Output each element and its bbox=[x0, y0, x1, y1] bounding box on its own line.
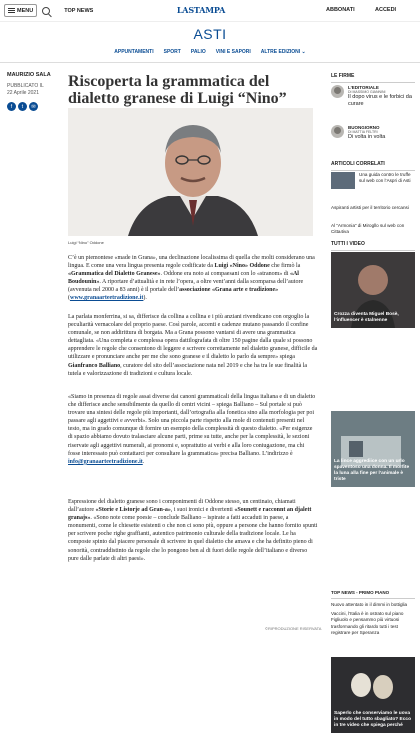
text-run: ( bbox=[68, 295, 70, 302]
topnews-heading: TOP NEWS - PRIMO PIANO bbox=[331, 590, 390, 595]
video-card[interactable] bbox=[331, 657, 415, 733]
paragraph-4 bbox=[68, 498, 318, 563]
divider bbox=[331, 170, 415, 171]
section-nav bbox=[0, 49, 420, 62]
text-run: Espressione del dialetto granese sono i componimenti di Oddone stesso, un centinaio, chiamati dall’autore bbox=[68, 499, 296, 514]
video-section bbox=[331, 241, 415, 251]
video-card[interactable] bbox=[331, 252, 415, 328]
text-run: , curatore del sito dell’associazione nata nel 2019 e che ha tra le sue finalità la tutela e valorizzazione di tradizioni e cultura locale. bbox=[68, 362, 308, 377]
email-icon[interactable]: ✉ bbox=[29, 102, 38, 111]
related-title[interactable]: Una guida contro le truffe sul web con l’Aspri di Asti bbox=[359, 172, 411, 184]
published-date: 22 Aprile 2021 bbox=[7, 90, 39, 96]
bold-text: «Storie e Listorje ad Gran-a» bbox=[95, 507, 171, 514]
inline-link[interactable]: www.granaarteetradizione.it bbox=[70, 295, 144, 302]
text-run: . bbox=[142, 458, 145, 465]
related-title[interactable]: Aspiranti artisti per il territorio cercansi bbox=[331, 205, 409, 210]
divider bbox=[331, 250, 415, 251]
article-photo[interactable] bbox=[68, 108, 313, 236]
accedi-link[interactable]: ACCEDI bbox=[375, 7, 397, 13]
correlati-heading: ARTICOLI CORRELATI bbox=[331, 161, 385, 167]
related-title[interactable]: Al “Armonia” di Mirogllo sul web con Citta4iva bbox=[331, 223, 405, 235]
paragraph-2 bbox=[68, 313, 318, 378]
nav-palio[interactable]: PALIO bbox=[190, 49, 206, 55]
logo-prefix: LA bbox=[176, 5, 189, 15]
share-buttons bbox=[7, 102, 62, 111]
text-run: C’è un piemontese «made in Grana», una declinazione localissima di quella che molti considerano una lingua. E come una vera lingua presenta regole codificate da bbox=[68, 255, 315, 270]
opinion-tag: BUONGIORNO bbox=[348, 125, 380, 130]
divider bbox=[331, 82, 415, 83]
menu-label: MENU bbox=[17, 7, 34, 14]
video-title: Saperlo che conserviamo le uova in modo del tutto sbagliato? Ecco in tre video che spiega perché bbox=[334, 711, 412, 728]
bold-text: Luigi «Nino» Oddone bbox=[214, 263, 270, 270]
section-title[interactable]: ASTI bbox=[193, 26, 227, 42]
le-firme-label bbox=[331, 73, 415, 83]
video-heading[interactable]: TUTTI I VIDEO bbox=[331, 241, 365, 247]
avatar bbox=[331, 125, 344, 138]
video-title: Crozza diventa Miguel Bosè, l’influencer è stalnenne bbox=[334, 312, 399, 323]
bold-text: «Al Boudounin» bbox=[68, 271, 299, 286]
topnews-link[interactable]: TOP NEWS bbox=[64, 7, 94, 14]
text-run: . «Sono note come poesie – conclude Balliano – ispirate a fatti accaduti in paese, a monumenti, come le chiesette esistenti o che non ci sono più, oppure a persone che hanno fornito spunti per scrivere poche righe graffianti, autentico patrimonio culturale della tradizione locale. Le ha composte spinto dal piacere personale di scrivere in quel dialetto che amava e che ha definito pieno di sonorità, contraddistinto da regole che lo pongono ben al di fuori delle regole dell’italiano e diverso pure dalle parlate di altri paesi». bbox=[68, 515, 318, 562]
text-run: . Oddone era noto ai compaesani con lo «stranom» di bbox=[160, 271, 290, 278]
facebook-icon[interactable]: f bbox=[7, 102, 16, 111]
related-item[interactable] bbox=[331, 172, 415, 189]
related-thumbnail bbox=[331, 172, 355, 189]
opinion-author: DI MATTIA FELTRI bbox=[348, 130, 378, 134]
menu-button[interactable] bbox=[4, 4, 37, 17]
text-run: «Siamo in presenza di regole assai diverse dai canoni grammaticali della lingua italiana e di un dialetto che differisce anche sensibilmente da quello di centri vicini – spiega Balliano – Sul portale si può trovare una sintesi delle regole più importanti, dall’ortografia alla fonetica sino alla morfologia per poi passare agli aggettivi e avverbi». Solo una piccola parte rispetto alla mole di contenuti presenti nel testo, ma in grado comunque di fornire un esempio della complessità di questo dialetto. «Per esigenze di spazio abbiamo dovuto tralasciare alcune parti, prime su tutte, anche per la complessità, le sezioni riservate agli aggettivi numerali, ai pronomi e, soprattutto ai verbi e alla loro coniugazione, ma chi fosse interessato può contattarci per consultare la grammatica» precisa Balliano. L’indirizzo è bbox=[68, 394, 316, 457]
logo[interactable] bbox=[170, 5, 232, 17]
nav-appuntamenti[interactable]: APPUNTAMENTI bbox=[114, 49, 154, 55]
hamburger-icon bbox=[8, 8, 15, 13]
related-item[interactable] bbox=[331, 205, 415, 211]
abbonati-link[interactable]: ABBONATI bbox=[326, 7, 355, 13]
opinion-title[interactable]: Il dopo virus e le forbici da curare bbox=[348, 94, 412, 107]
bold-text: Gianfranco Balliano bbox=[68, 362, 121, 369]
divider bbox=[0, 62, 420, 63]
divider bbox=[331, 598, 415, 599]
bold-text: associazione «Grana arte e tradizione» bbox=[179, 287, 279, 294]
text-run: La parlata monferrina, si sa, differisce da collina a collina e i più anziani rivendicano con orgoglio la peculiarità vernacolare del proprio paese. Così parole, accenti e cadenze mutano passando il confine comunale, se non addirittura di borgata. Ma a Grana possono vantarsi di avere una grammatica dettagliata. «Una completa e complessa opera dattilografata di oltre 150 pagine dalla quale si possono apprendere le regole che consentono di leggere e scrivere correttamente nel dialetto granese, difficile da utilizzare e pronunciare anche per me che sono granese e il dialetto lo parlo da sempre» spiega bbox=[68, 314, 318, 361]
headline: Riscoperta la grammatica del dialetto granese di Luigi “Nino” bbox=[68, 73, 287, 107]
le-firme-heading: LE FIRME bbox=[331, 73, 355, 79]
nav-sport[interactable]: SPORT bbox=[163, 49, 181, 55]
opinion-tag: L’EDITORIALE bbox=[348, 85, 379, 90]
bold-text: «Grammatica del Dialetto Granese» bbox=[68, 271, 161, 278]
inline-link[interactable]: info@granaarteetradizione.it bbox=[68, 458, 143, 465]
topnews-item[interactable]: Nuovo attentato in il dimmi in bottiglia bbox=[331, 602, 408, 607]
text-run: ). bbox=[143, 295, 147, 302]
opinion-author: DI MASSIMO GIANNINI bbox=[348, 90, 386, 94]
related-item[interactable] bbox=[331, 223, 415, 235]
paragraph-3 bbox=[68, 393, 318, 466]
topnews-section bbox=[331, 590, 415, 636]
video-card[interactable] bbox=[331, 411, 415, 487]
text-run: , i suoi ironici e divertenti bbox=[170, 507, 235, 514]
author-box bbox=[7, 72, 62, 111]
twitter-icon[interactable]: t bbox=[18, 102, 27, 111]
photo-caption: Luigi “Nino” Oddone bbox=[68, 240, 104, 245]
published-label: PUBBLICATO IL bbox=[7, 83, 44, 89]
portrait-illustration bbox=[68, 108, 313, 236]
text-run: . A riportare d’attualità e in rete l’opera, a oltre vent’anni dalla scomparsa dell’autore (avvenuta nel 2000 a 83 anni) è il portale dell’ bbox=[68, 279, 304, 294]
search-icon[interactable] bbox=[42, 7, 50, 15]
copyright-notice: ©RIPRODUZIONE RISERVATA bbox=[265, 626, 322, 631]
avatar bbox=[331, 85, 344, 98]
topnews-item[interactable]: Vaccini, l’Italia è in ostrato sul piano Figliuolo e pensammo più virtuosi trasformando gli ritardo tutti i test registrare per Speranza bbox=[331, 611, 404, 635]
bold-text: «Sounett e racconnt an djalett granajs» bbox=[68, 507, 312, 522]
nav-altre-edizioni[interactable]: ALTRE EDIZIONI ⌄ bbox=[260, 49, 306, 55]
video-title: La lince aggrediice con un urlo spaventoso una donna. Il morfite la luna alla fine per l’animale è triste bbox=[334, 459, 410, 482]
nav-vini-sapori[interactable]: VINI E SAPORI bbox=[215, 49, 251, 55]
text-run: che firmò la bbox=[269, 263, 301, 270]
opinion-title[interactable]: Di volta in volta bbox=[348, 134, 386, 140]
correlati-section bbox=[331, 161, 415, 171]
paragraph-1 bbox=[68, 254, 318, 303]
author-name[interactable]: MAURIZIO SALA bbox=[7, 72, 51, 78]
opinion-item[interactable] bbox=[331, 85, 415, 107]
opinion-item[interactable] bbox=[331, 125, 415, 141]
logo-name: STAMPA bbox=[188, 5, 226, 15]
